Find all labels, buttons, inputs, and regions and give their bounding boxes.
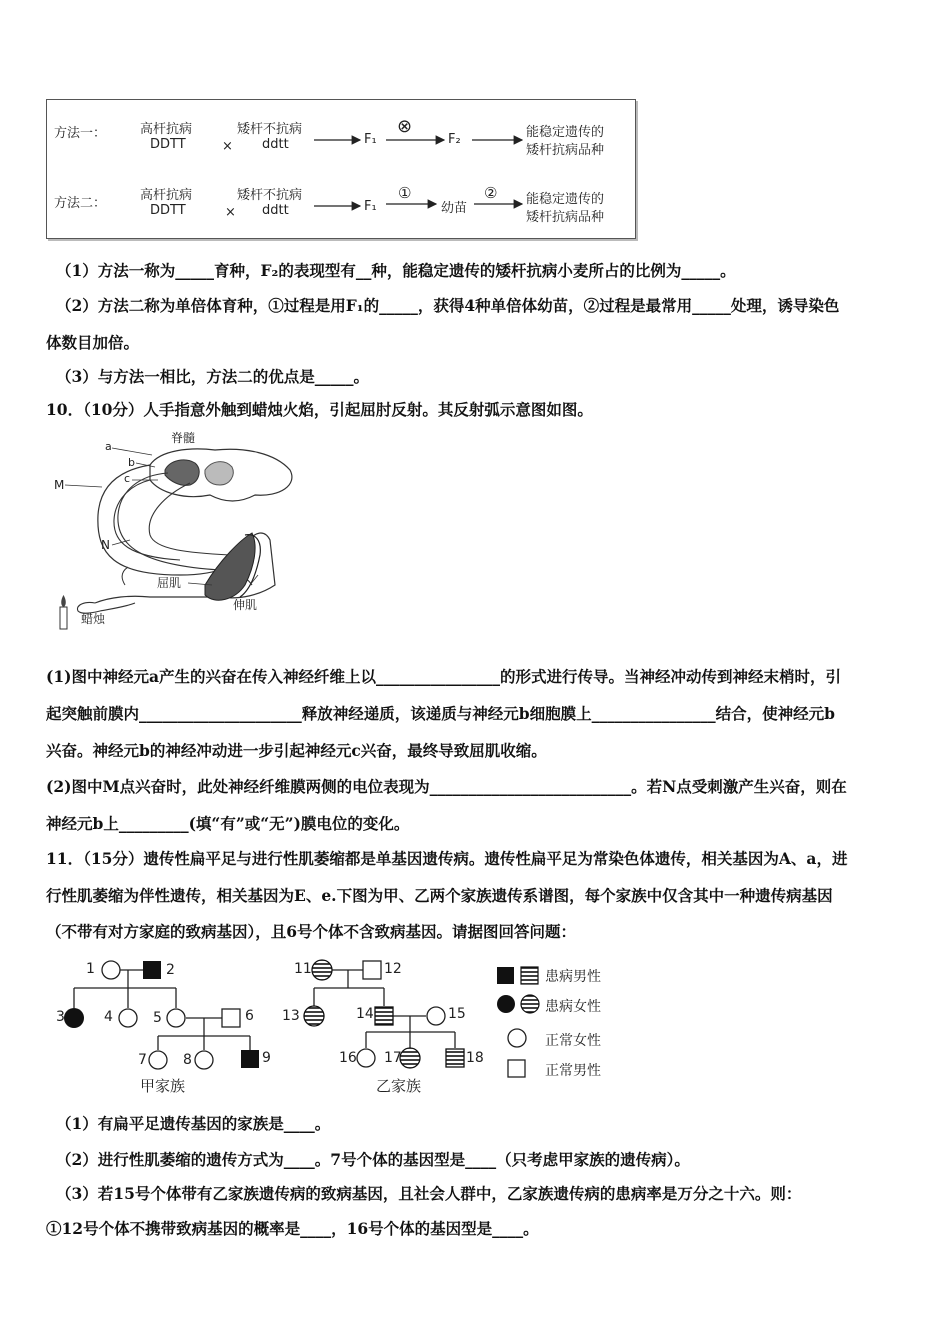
label-extensor: 伸肌 xyxy=(233,598,258,612)
q11-stem-1: 11．（15分）遗传性扁平足与进行性肌萎缩都是单基因遗传病。遗传性扁平足为常染色体遗传，相关基因为A、a，进 xyxy=(46,849,848,868)
label-candle: 蜡烛 xyxy=(81,612,106,626)
m1-result-2: 矮杆抗病品种 xyxy=(526,143,605,158)
pedigree-label-18: 18 xyxy=(466,1050,484,1066)
pedigree-label-2: 2 xyxy=(166,962,175,978)
individual-18 xyxy=(446,1049,464,1067)
q9-part3: （3）与方法一相比，方法二的优点是_____。 xyxy=(56,367,370,386)
m1-result-1: 能稳定遗传的 xyxy=(526,125,605,140)
method2-label: 方法二： xyxy=(54,196,107,211)
legend-sick-male-label: 患病男性 xyxy=(545,969,601,985)
label-flexor: 屈肌 xyxy=(157,576,182,590)
individual-15 xyxy=(427,1007,445,1025)
legend-normal-female-label: 正常女性 xyxy=(545,1033,601,1049)
m2-parent2-pheno: 矮杆不抗病 xyxy=(237,188,303,203)
individual-5 xyxy=(167,1009,185,1027)
candle-icon xyxy=(60,607,67,629)
m2-parent1-geno: DDTT xyxy=(150,203,186,218)
m2-result-2: 矮杆抗病品种 xyxy=(526,210,605,225)
individual-17 xyxy=(400,1048,420,1068)
individual-16 xyxy=(357,1049,375,1067)
q9-part2a: （2）方法二称为单倍体育种，①过程是用F₁的_____，获得4种单倍体幼苗，②过程是最常用_____处理，诱导染色 xyxy=(56,296,840,315)
grey-matter-right xyxy=(205,462,233,485)
legend-normal-male xyxy=(508,1060,525,1077)
m2-parent2-geno: ddtt xyxy=(262,203,289,218)
legend-sick-female-label: 患病女性 xyxy=(545,999,601,1015)
q10-part1a: (1)图中神经元a产生的兴奋在传入神经纤维上以________________的形式进行传导。当神经冲动传到神经末梢时，引 xyxy=(46,667,841,686)
label-M: M xyxy=(54,478,65,492)
family-b-label: 乙家族 xyxy=(376,1077,422,1095)
m2-cross-sign: × xyxy=(225,205,236,220)
m1-parent1-geno: DDTT xyxy=(150,137,186,152)
method1-label: 方法一： xyxy=(54,126,107,141)
pedigree-label-8: 8 xyxy=(183,1052,192,1068)
pedigree-label-12: 12 xyxy=(384,961,402,977)
individual-2 xyxy=(143,961,161,979)
individual-4 xyxy=(119,1009,137,1027)
q11-part1: （1）有扁平足遗传基因的家族是____。 xyxy=(56,1114,331,1133)
label-a: a xyxy=(105,440,112,453)
m1-parent2-geno: ddtt xyxy=(262,137,289,152)
individual-13 xyxy=(304,1006,324,1026)
reflex-arc-diagram xyxy=(40,425,320,640)
pedigree-label-15: 15 xyxy=(448,1006,466,1022)
m1-parent1-pheno: 高杆抗病 xyxy=(140,122,193,137)
individual-6 xyxy=(222,1009,240,1027)
selfing-icon: ⊗ xyxy=(397,116,413,137)
legend-normal-male-label: 正常男性 xyxy=(545,1063,601,1079)
legend-sick-male-solid xyxy=(497,967,514,984)
m2-parent1-pheno: 高杆抗病 xyxy=(140,188,193,203)
step2-label: ② xyxy=(484,184,498,202)
step1-label: ① xyxy=(398,184,412,202)
label-c: c xyxy=(124,472,131,485)
m2-result-1: 能稳定遗传的 xyxy=(526,192,605,207)
q11-part2: （2）进行性肌萎缩的遗传方式为____。7号个体的基因型是____（只考虑甲家族的遗传病）。 xyxy=(56,1150,690,1169)
pedigree-label-5: 5 xyxy=(153,1010,162,1026)
m1-parent2-pheno: 矮杆不抗病 xyxy=(237,122,303,137)
q10-part1c: 兴奋。神经元b的神经冲动进一步引起神经元c兴奋，最终导致屈肌收缩。 xyxy=(46,741,547,760)
q9-part1: （1）方法一称为_____育种，F₂的表现型有__种，能稳定遗传的矮杆抗病小麦所占的比例为_____。 xyxy=(56,261,736,280)
m1-f2: F₂ xyxy=(448,132,461,147)
pedigree-label-14: 14 xyxy=(356,1006,374,1022)
family-a-label: 甲家族 xyxy=(140,1077,186,1095)
individual-9 xyxy=(241,1050,259,1068)
q10-part2a: (2)图中M点兴奋时，此处神经纤维膜两侧的电位表现为__________________________。若N点受刺激产生兴奋，则在 xyxy=(46,777,847,796)
pedigree-label-7: 7 xyxy=(138,1052,147,1068)
individual-11 xyxy=(312,960,332,980)
q10-stem: 10．（10分）人手指意外触到蜡烛火焰，引起屈肘反射。其反射弧示意图如图。 xyxy=(46,400,593,419)
q11-part4: ①12号个体不携带致病基因的概率是____，16号个体的基因型是____。 xyxy=(46,1219,539,1238)
legend-sick-female-striped xyxy=(521,995,539,1013)
q10-part1b: 起突触前膜内_____________________释放神经递质，该递质与神经元b细胞膜上________________结合，使神经元b xyxy=(46,704,835,723)
pedigree-label-4: 4 xyxy=(104,1009,113,1025)
q11-stem-2: 行性肌萎缩为伴性遗传，相关基因为E、e.下图为甲、乙两个家族遗传系谱图，每个家族中仅含其中一种遗传病基因 xyxy=(46,886,833,905)
q10-part2b: 神经元b上_________(填“有”或“无”)膜电位的变化。 xyxy=(46,814,410,833)
breeding-arrows xyxy=(0,0,950,260)
individual-12 xyxy=(363,961,381,979)
pedigree-label-9: 9 xyxy=(262,1050,271,1066)
pedigree-label-13: 13 xyxy=(282,1008,300,1024)
m1-f1: F₁ xyxy=(364,132,377,147)
reflex-arrow xyxy=(122,567,128,585)
label-spinal-cord: 脊髓 xyxy=(171,431,196,445)
legend-sick-male-striped xyxy=(521,967,538,984)
individual-7 xyxy=(149,1051,167,1069)
pedigree-label-16: 16 xyxy=(339,1050,357,1066)
pedigree-label-3: 3 xyxy=(56,1009,65,1025)
pedigree-label-11: 11 xyxy=(294,961,312,977)
pedigree-label-6: 6 xyxy=(245,1008,254,1024)
individual-1 xyxy=(102,961,120,979)
pedigree-label-17: 17 xyxy=(384,1050,402,1066)
individual-14 xyxy=(375,1007,393,1025)
legend-sick-female-solid xyxy=(497,995,515,1013)
legend-normal-female xyxy=(508,1029,526,1047)
pedigree-label-1: 1 xyxy=(86,961,95,977)
label-N: N xyxy=(101,538,110,552)
individual-3 xyxy=(64,1008,84,1028)
flame-icon xyxy=(61,595,66,607)
individual-8 xyxy=(195,1051,213,1069)
seedling-label: 幼苗 xyxy=(441,201,468,216)
label-b: b xyxy=(128,456,135,469)
q9-part2b: 体数目加倍。 xyxy=(46,333,140,352)
q11-stem-3: （不带有对方家庭的致病基因），且6号个体不含致病基因。请据图回答问题： xyxy=(46,922,577,941)
m2-f1: F₁ xyxy=(364,199,377,214)
m1-cross-sign: × xyxy=(222,139,233,154)
q11-part3: （3）若15号个体带有乙家族遗传病的致病基因，且社会人群中，乙家族遗传病的患病率是万分之十六。则： xyxy=(56,1184,802,1203)
